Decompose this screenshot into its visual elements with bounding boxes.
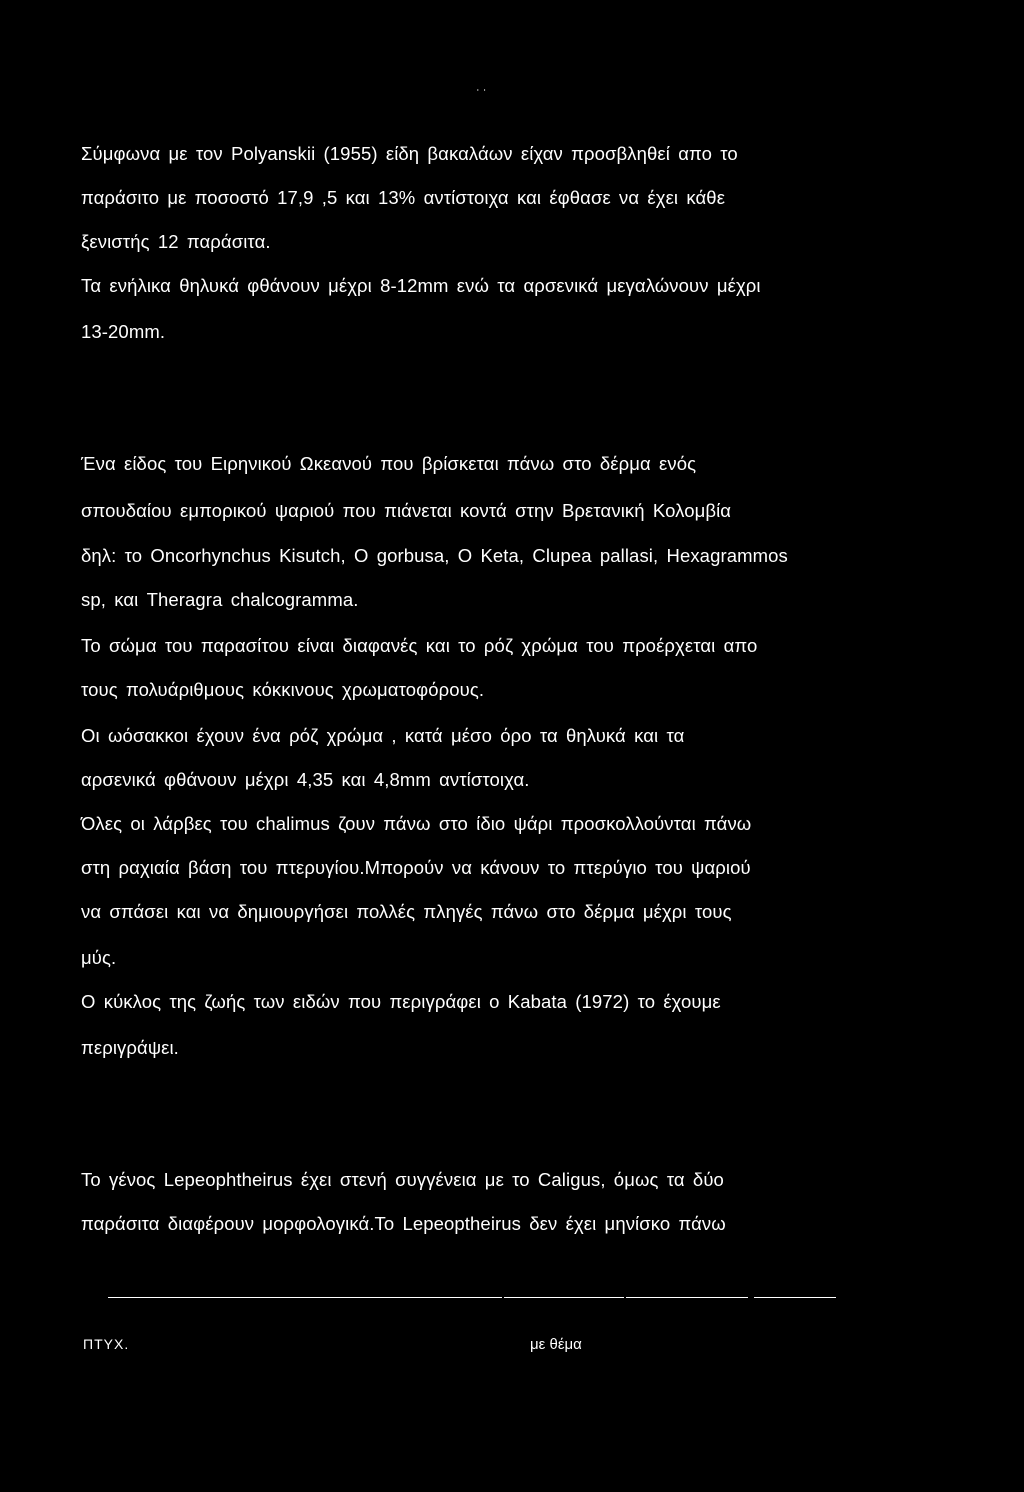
text-line: να σπάσει και να δημιουργήσει πολλές πληγές πάνω στο δέρμα μέχρι τους — [81, 901, 732, 922]
text-line: Οι ωόσακκοι έχουν ένα ρόζ χρώμα , κατά μέσο όρο τα θηλυκά και τα — [81, 725, 685, 746]
text-line: 13-20mm. — [81, 321, 166, 342]
text-line: τους πολυάριθμους κόκκινους χρωματοφόρους. — [81, 679, 485, 700]
footer-subject: με θέμα — [530, 1336, 582, 1353]
footer-label: ΠΤΥΧ. — [83, 1336, 130, 1352]
text-line: αρσενικά φθάνουν μέχρι 4,35 και 4,8mm αντίστοιχα. — [81, 769, 530, 790]
scan-mark: ʿ ʿ — [476, 88, 487, 100]
text-line: Σύμφωνα με τον Polyanskii (1955) είδη βακαλάων είχαν προσβληθεί απο το — [81, 143, 738, 164]
footer-rule — [108, 1297, 502, 1298]
footer-rule — [626, 1297, 748, 1298]
text-line: παράσιτο με ποσοστό 17,9 ,5 και 13% αντίστοιχα και έφθασε να έχει κάθε — [81, 187, 726, 208]
text-line: στη ραχιαία βάση του πτερυγίου.Μπορούν να κάνουν το πτερύγιο του ψαριού — [81, 857, 751, 878]
footer-rule — [504, 1297, 624, 1298]
text-line: σπουδαίου εμπορικού ψαριού που πιάνεται κοντά στην Βρετανική Κολομβία — [81, 500, 732, 521]
text-line: Τα ενήλικα θηλυκά φθάνουν μέχρι 8-12mm ενώ τα αρσενικά μεγαλώνουν μέχρι — [81, 275, 761, 296]
text-line: δηλ: το Oncorhynchus Kisutch, O gorbusa, O Keta, Clupea pallasi, Hexagrammos — [81, 545, 788, 566]
text-line: Ο κύκλος της ζωής των ειδών που περιγράφει ο Kabata (1972) το έχουμε — [81, 991, 721, 1012]
text-line: μύς. — [81, 947, 117, 968]
text-line: παράσιτα διαφέρουν μορφολογικά.Το Lepeoptheirus δεν έχει μηνίσκο πάνω — [81, 1213, 726, 1234]
text-line: περιγράψει. — [81, 1037, 179, 1058]
text-line: Το γένος Lepeophtheirus έχει στενή συγγένεια με το Caligus, όμως τα δύο — [81, 1169, 724, 1190]
text-line: Ένα είδος του Ειρηνικού Ωκεανού που βρίσκεται πάνω στο δέρμα ενός — [81, 453, 697, 474]
text-line: Το σώμα του παρασίτου είναι διαφανές και το ρόζ χρώμα του προέρχεται απο — [81, 635, 758, 656]
text-line: ξενιστής 12 παράσιτα. — [81, 231, 271, 252]
text-line: sp, και Theragra chalcogramma. — [81, 589, 359, 610]
text-line: Όλες οι λάρβες του chalimus ζουν πάνω στο ίδιο ψάρι προσκολλούνται πάνω — [81, 813, 752, 834]
footer-rule — [754, 1297, 836, 1298]
